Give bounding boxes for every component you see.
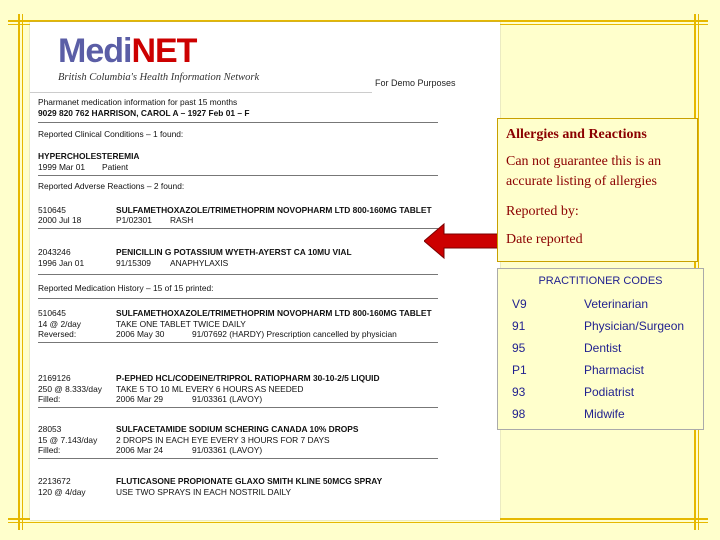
code-description: Pharmacist xyxy=(584,363,645,377)
med-drug: P-EPHED HCL/CODEINE/TRIPROL RATIOPHARM 30-10-2/5 LIQUID xyxy=(116,373,380,383)
adverse-din: 510645 xyxy=(38,205,66,215)
divider xyxy=(38,407,438,408)
code-description: Veterinarian xyxy=(584,297,649,311)
med-detail: 91/03361 (LAVOY) xyxy=(192,394,263,404)
demo-label: For Demo Purposes xyxy=(375,78,456,88)
callout-line: Can not guarantee this is an xyxy=(506,154,662,169)
divider xyxy=(38,175,438,176)
divider xyxy=(38,342,438,343)
code-value: 91 xyxy=(512,319,526,333)
adverse-din: 2043246 xyxy=(38,247,71,257)
divider xyxy=(38,458,438,459)
adverse-heading: Reported Adverse Reactions – 2 found: xyxy=(38,181,185,191)
med-drug: SULFACETAMIDE SODIUM SCHERING CANADA 10% DROPS xyxy=(116,424,359,434)
clinical-date: 1999 Mar 01 xyxy=(38,162,86,172)
med-detail: 91/07692 (HARDY) Prescription cancelled by physician xyxy=(192,329,397,339)
med-drug: FLUTICASONE PROPIONATE GLAXO SMITH KLINE 50MCG SPRAY xyxy=(116,476,383,486)
frame-bottom-inner xyxy=(8,522,708,523)
code-value: P1 xyxy=(512,363,527,377)
code-description: Midwife xyxy=(584,407,625,421)
logo-tagline: British Columbia's Health Information Network xyxy=(58,72,260,83)
med-din: 28053 xyxy=(38,424,62,434)
frame-left-inner xyxy=(22,14,23,530)
callout-reported-by: Reported by: xyxy=(506,204,579,219)
med-sig: TAKE ONE TABLET TWICE DAILY xyxy=(116,319,246,329)
med-status: Filled: xyxy=(38,445,61,455)
med-date: 2006 Mar 29 xyxy=(116,394,164,404)
callout-line: accurate listing of allergies xyxy=(506,174,657,189)
medinet-logo-box xyxy=(30,22,372,93)
code-value: 98 xyxy=(512,407,526,421)
pharmanet-document xyxy=(30,22,500,520)
med-quantity: 250 @ 8.333/day xyxy=(38,384,102,394)
adverse-drug: SULFAMETHOXAZOLE/TRIMETHOPRIM NOVOPHARM LTD 800-160MG TABLET xyxy=(116,205,432,215)
med-sig: USE TWO SPRAYS IN EACH NOSTRIL DAILY xyxy=(116,487,292,497)
med-din: 2169126 xyxy=(38,373,71,383)
code-description: Dentist xyxy=(584,341,622,355)
med-status: Filled: xyxy=(38,394,61,404)
patient-identity: 9029 820 762 HARRISON, CAROL A – 1927 Feb 01 – F xyxy=(38,108,250,118)
adverse-date: 1996 Jan 01 xyxy=(38,258,85,268)
med-quantity: 14 @ 2/day xyxy=(38,319,81,329)
med-sig: TAKE 5 TO 10 ML EVERY 6 HOURS AS NEEDED xyxy=(116,384,304,394)
med-din: 2213672 xyxy=(38,476,71,486)
med-quantity: 15 @ 7.143/day xyxy=(38,435,98,445)
code-value: V9 xyxy=(512,297,527,311)
clinical-heading: Reported Clinical Conditions – 1 found: xyxy=(38,129,184,139)
adverse-reaction: ANAPHYLAXIS xyxy=(170,258,229,268)
med-quantity: 120 @ 4/day xyxy=(38,487,86,497)
clinical-source: Patient xyxy=(102,162,129,172)
divider xyxy=(38,298,438,299)
med-drug: SULFAMETHOXAZOLE/TRIMETHOPRIM NOVOPHARM LTD 800-160MG TABLET xyxy=(116,308,432,318)
practitioner-codes-table xyxy=(497,268,704,430)
codes-title: PRACTITIONER CODES xyxy=(538,275,663,287)
medinet-logo: MediNET xyxy=(58,32,197,70)
code-description: Podiatrist xyxy=(584,385,635,399)
med-status: Reversed: xyxy=(38,329,77,339)
code-description: Physician/Surgeon xyxy=(584,319,685,333)
code-value: 93 xyxy=(512,385,526,399)
adverse-date: 2000 Jul 18 xyxy=(38,215,82,225)
callout-title: Allergies and Reactions xyxy=(506,127,647,142)
med-date: 2006 Mar 24 xyxy=(116,445,164,455)
callout-date-reported: Date reported xyxy=(506,232,583,247)
divider xyxy=(38,274,438,275)
medhist-heading: Reported Medication History – 15 of 15 printed: xyxy=(38,283,214,293)
allergies-callout xyxy=(497,118,698,262)
adverse-drug: PENICILLIN G POTASSIUM WYETH-AYERST CA 10MU VIAL xyxy=(116,247,352,257)
med-date: 2006 May 30 xyxy=(116,329,165,339)
adverse-practitioner: 91/15309 xyxy=(116,258,151,268)
adverse-reaction: RASH xyxy=(170,215,194,225)
med-din: 510645 xyxy=(38,308,66,318)
red-arrow-icon xyxy=(424,222,500,260)
clinical-condition: HYPERCHOLESTEREMIA xyxy=(38,151,140,161)
med-detail: 91/03361 (LAVOY) xyxy=(192,445,263,455)
divider xyxy=(38,228,438,229)
med-sig: 2 DROPS IN EACH EYE EVERY 3 HOURS FOR 7 DAYS xyxy=(116,435,330,445)
frame-left xyxy=(18,14,20,530)
code-value: 95 xyxy=(512,341,526,355)
patient-heading: Pharmanet medication information for past 15 months xyxy=(38,97,238,107)
divider xyxy=(38,122,438,123)
adverse-practitioner: P1/02301 xyxy=(116,215,152,225)
